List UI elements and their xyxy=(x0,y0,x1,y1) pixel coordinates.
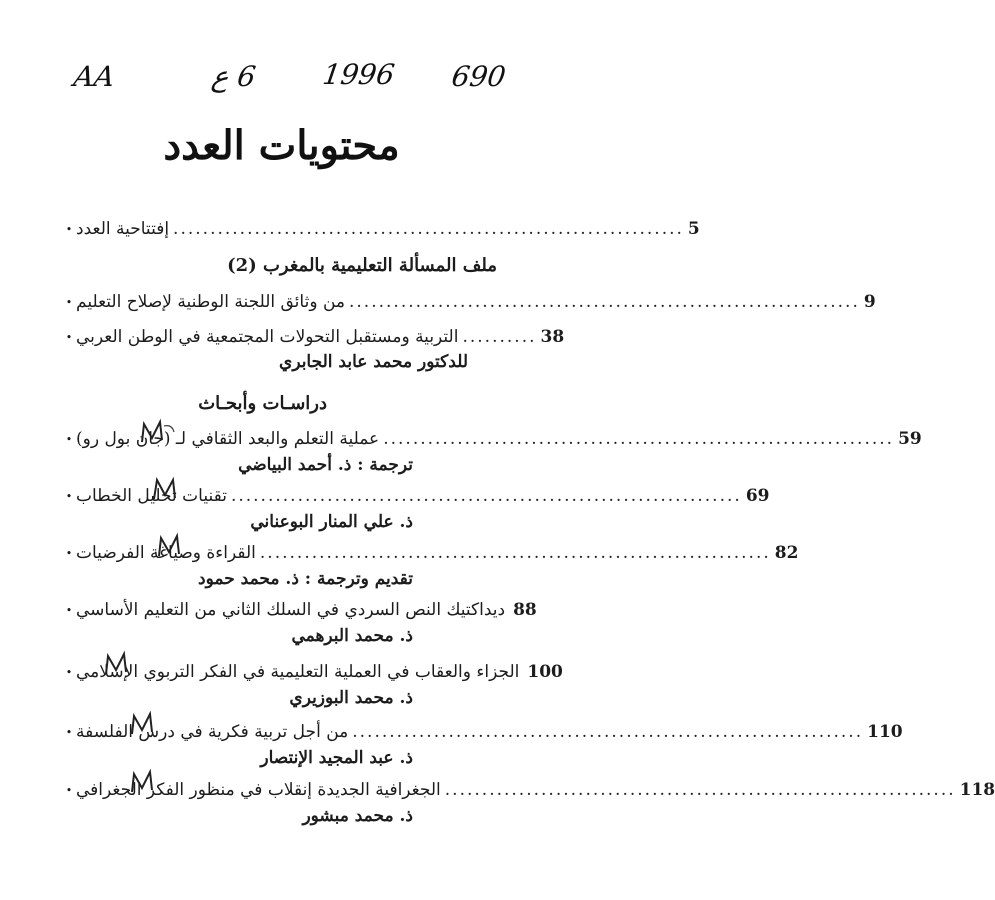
dot-leader: ..................................................................... xyxy=(444,780,956,800)
dot-leader: .......... xyxy=(462,327,537,347)
entry-author: ذ. محمد مبشور xyxy=(302,806,413,826)
dot-leader: ..................................................................... xyxy=(352,722,864,742)
bullet-icon: • xyxy=(65,295,73,309)
handwritten-checkmark-icon xyxy=(150,475,190,503)
entry-page-number: 38 xyxy=(540,327,565,347)
handwritten-right-code: 690 xyxy=(449,60,508,93)
entry-title: إفتتاحية العدد xyxy=(76,219,170,239)
bullet-icon: • xyxy=(65,665,73,679)
entry-page-number: 69 xyxy=(745,486,770,506)
entry-author: ذ. علي المنار البوعناني xyxy=(250,512,413,532)
dot-leader: ..................................................................... xyxy=(259,543,771,563)
handwritten-checkmark-icon xyxy=(155,532,195,560)
bullet-icon: • xyxy=(65,725,73,739)
entry-title: الجغرافية الجديدة إنقلاب في منظور الفكر الجغرافي xyxy=(76,780,441,800)
entry-page-number: 100 xyxy=(527,662,563,682)
toc-entry xyxy=(62,325,565,349)
entry-page-number: 118 xyxy=(959,780,995,800)
page-title: محتويات العدد xyxy=(163,122,400,169)
entry-author: ذ. عبد المجيد الإنتصار xyxy=(260,748,413,768)
entry-title: القراءة وصياغة الفرضيات xyxy=(76,543,256,563)
dot-leader: ..................................................................... xyxy=(349,292,860,312)
entry-page-number: 110 xyxy=(867,722,903,742)
entry-author: ذ. محمد البرهمي xyxy=(291,626,413,646)
entry-title: الجزاء والعقاب في العملية التعليمية في الفكر التربوي الإسلامي xyxy=(76,662,520,682)
entry-page-number: 82 xyxy=(774,543,799,563)
dot-leader: ..................................................................... xyxy=(230,486,742,506)
bullet-icon: • xyxy=(65,546,73,560)
bullet-icon: • xyxy=(65,489,73,503)
entry-page-number: 88 xyxy=(513,600,537,620)
entry-page-number: 59 xyxy=(898,429,922,449)
entry-author: تقديم وترجمة : ذ. محمد حمود xyxy=(198,569,413,589)
toc-entry xyxy=(62,484,770,508)
handwritten-checkmark-icon xyxy=(102,650,142,678)
entry-title: عملية التعلم والبعد الثقافي لـ (جان بول رو) xyxy=(76,429,380,449)
bullet-icon: • xyxy=(65,222,73,236)
toc-entry xyxy=(62,598,546,622)
dot-leader: ..................................................................... xyxy=(173,219,684,239)
bullet-icon: • xyxy=(65,432,73,446)
entry-author: ترجمة : ذ. أحمد البياضي xyxy=(238,455,413,475)
entry-title: من أجل تربية فكرية في درس الفلسفة xyxy=(76,722,349,742)
entry-title: ديداكتيك النص السردي في السلك الثاني من التعليم الأساسي xyxy=(76,600,506,620)
section-heading-file: ملف المسألة التعليمية بالمغرب (2) xyxy=(227,255,497,276)
section-heading-studies: دراسـات وأبحـاث xyxy=(198,393,327,414)
entry-page-number: 5 xyxy=(687,219,700,239)
handwritten-checkmark-icon xyxy=(138,418,178,446)
entry-page-number: 9 xyxy=(863,292,876,312)
handwritten-issue-number: 6 ع xyxy=(209,60,258,93)
toc-entry xyxy=(62,217,700,241)
handwritten-left-code: AA xyxy=(71,60,117,93)
handwritten-checkmark-icon xyxy=(128,710,168,738)
entry-author: ذ. محمد البوزيري xyxy=(289,688,413,708)
toc-entry xyxy=(62,427,922,451)
dot-leader: ..................................................................... xyxy=(383,429,895,449)
handwritten-checkmark-icon xyxy=(128,768,168,796)
entry-title: تقنيات تحليل الخطاب xyxy=(76,486,227,506)
toc-entry xyxy=(62,541,799,565)
handwritten-year: 1996 xyxy=(320,58,397,91)
entry-title: التربية ومستقبل التحولات المجتمعية في الوطن العربي xyxy=(76,327,459,347)
bullet-icon: • xyxy=(65,603,73,617)
entry-title: من وثائق اللجنة الوطنية لإصلاح التعليم xyxy=(76,292,345,312)
bullet-icon: • xyxy=(65,783,73,797)
entry-author: للدكتور محمد عابد الجابري xyxy=(279,352,468,372)
toc-entry xyxy=(62,290,876,314)
bullet-icon: • xyxy=(65,330,73,344)
